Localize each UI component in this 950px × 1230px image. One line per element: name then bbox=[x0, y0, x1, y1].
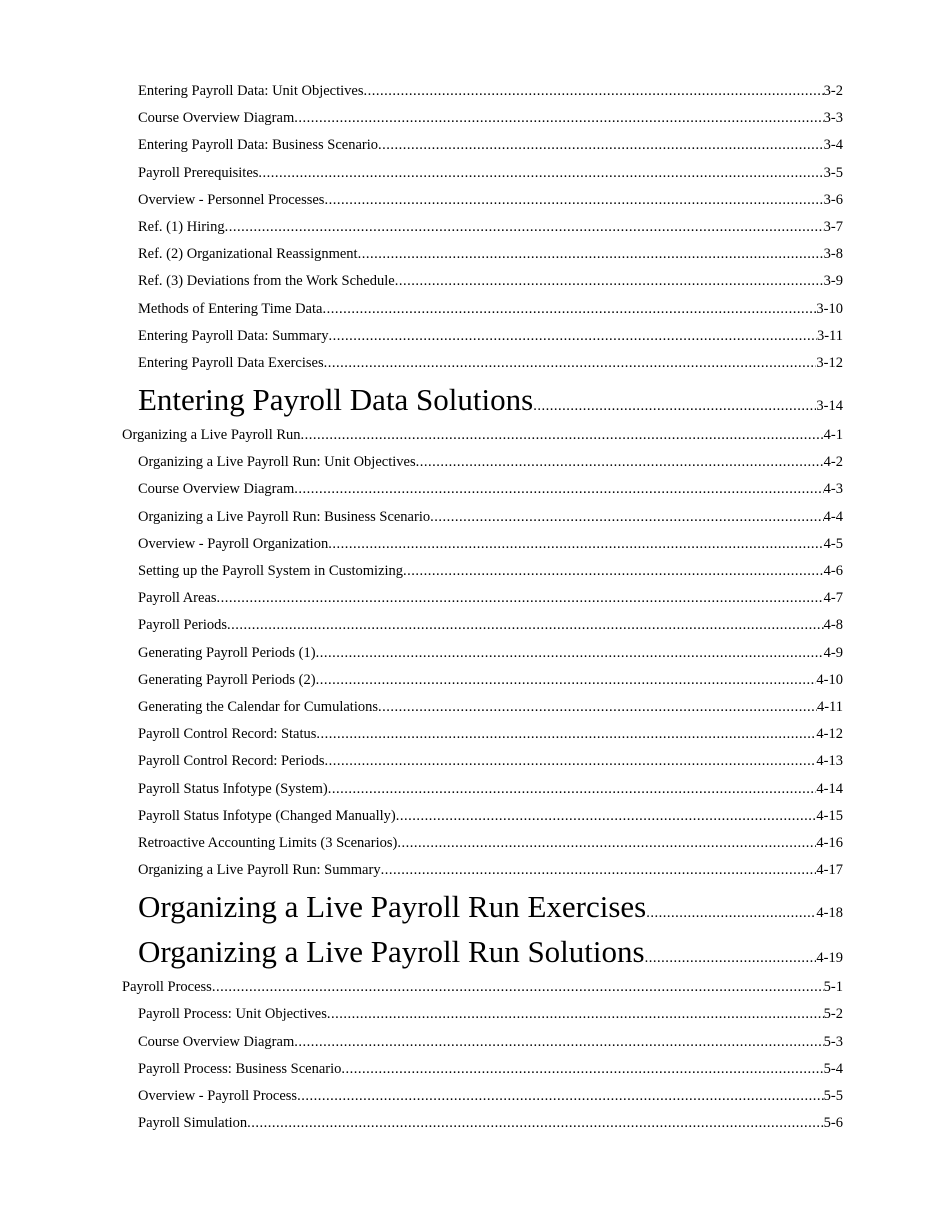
toc-entry[interactable] bbox=[0, 160, 950, 187]
toc-entry[interactable] bbox=[0, 531, 950, 558]
toc-entry-title: Organizing a Live Payroll Run: Summary bbox=[138, 862, 381, 879]
dot-leader bbox=[316, 640, 824, 667]
toc-entry-page-number: 5-1 bbox=[823, 979, 843, 996]
toc-entry-title: Methods of Entering Time Data bbox=[138, 300, 323, 317]
toc-entry[interactable] bbox=[0, 449, 950, 476]
toc-entry[interactable] bbox=[0, 377, 950, 422]
toc-entry-page-number: 4-2 bbox=[823, 454, 843, 471]
toc-entry-page-number: 3-14 bbox=[816, 398, 843, 415]
dot-leader bbox=[327, 1001, 824, 1028]
toc-entry[interactable] bbox=[0, 558, 950, 585]
toc-entry-title: Payroll Process bbox=[122, 979, 212, 996]
toc-entry-title: Entering Payroll Data: Summary bbox=[138, 327, 329, 344]
toc-entry[interactable] bbox=[0, 78, 950, 105]
dot-leader bbox=[258, 160, 823, 187]
toc-entry-title: Payroll Status Infotype (Changed Manually) bbox=[138, 807, 396, 824]
toc-entry-page-number: 5-6 bbox=[823, 1115, 843, 1132]
toc-entry[interactable] bbox=[0, 1056, 950, 1083]
dot-leader bbox=[225, 214, 824, 241]
toc-entry-title: Payroll Simulation bbox=[138, 1115, 248, 1132]
toc-entry-page-number: 5-3 bbox=[823, 1033, 843, 1050]
toc-entry-title: Organizing a Live Payroll Run: Unit Objectives bbox=[138, 454, 416, 471]
toc-entry-title: Overview - Payroll Process bbox=[138, 1088, 298, 1104]
toc-entry-title: Ref. (1) Hiring bbox=[138, 218, 225, 235]
dot-leader bbox=[294, 476, 823, 503]
toc-entry[interactable] bbox=[0, 1029, 950, 1056]
toc-entry-title: Ref. (3) Deviations from the Work Schedule bbox=[138, 273, 395, 290]
toc-entry[interactable] bbox=[0, 187, 950, 214]
dot-leader bbox=[247, 1110, 824, 1137]
toc-entry-title: Payroll Process: Unit Objectives bbox=[138, 1006, 327, 1023]
dot-leader bbox=[395, 268, 824, 295]
toc-entry-title: Generating Payroll Periods (2) bbox=[138, 671, 316, 688]
toc-entry-page-number: 3-3 bbox=[823, 110, 843, 127]
toc-entry-page-number: 3-5 bbox=[823, 164, 843, 181]
dot-leader bbox=[316, 721, 816, 748]
toc-entry[interactable] bbox=[0, 1110, 950, 1137]
toc-entry-title: Payroll Control Record: Periods bbox=[138, 753, 325, 770]
toc-entry[interactable] bbox=[0, 721, 950, 748]
dot-leader bbox=[416, 449, 824, 476]
dot-leader bbox=[324, 350, 817, 377]
toc-entry-title: Ref. (2) Organizational Reassignment bbox=[138, 246, 358, 263]
toc-entry-page-number: 3-2 bbox=[823, 83, 843, 99]
toc-entry-title: Entering Payroll Data: Business Scenario bbox=[138, 137, 379, 154]
dot-leader bbox=[227, 612, 824, 639]
dot-leader bbox=[397, 830, 816, 857]
toc-entry-page-number: 4-13 bbox=[816, 753, 843, 770]
dot-leader bbox=[358, 241, 824, 268]
dot-leader bbox=[294, 105, 823, 132]
dot-leader bbox=[328, 323, 816, 350]
toc-entry[interactable] bbox=[0, 585, 950, 612]
toc-entry[interactable] bbox=[0, 667, 950, 694]
toc-entry-title: Retroactive Accounting Limits (3 Scenarios) bbox=[138, 834, 398, 851]
toc-entry-page-number: 3-6 bbox=[823, 191, 843, 208]
toc-entry-page-number: 3-8 bbox=[823, 246, 843, 263]
toc-entry-title: Payroll Periods bbox=[138, 617, 228, 634]
toc-entry-page-number: 3-11 bbox=[816, 327, 843, 344]
toc-entry[interactable] bbox=[0, 268, 950, 295]
dot-leader bbox=[364, 78, 824, 105]
toc-entry-page-number: 4-7 bbox=[823, 590, 843, 607]
toc-entry[interactable] bbox=[0, 803, 950, 830]
toc-chapter-entry[interactable] bbox=[0, 422, 950, 449]
dot-leader bbox=[430, 504, 824, 531]
dot-leader bbox=[378, 694, 817, 721]
toc-entry[interactable] bbox=[0, 476, 950, 503]
toc-entry-title: Organizing a Live Payroll Run: Business Scenario bbox=[138, 508, 431, 525]
toc-entry[interactable] bbox=[0, 296, 950, 323]
toc-entry-page-number: 4-10 bbox=[816, 671, 843, 688]
toc-entry[interactable] bbox=[0, 323, 950, 350]
toc-entry[interactable] bbox=[0, 214, 950, 241]
dot-leader bbox=[322, 296, 816, 323]
toc-entry-page-number: 4-15 bbox=[816, 807, 843, 824]
toc-entry-title: Entering Payroll Data Solutions bbox=[138, 382, 534, 418]
toc-entry-title: Generating the Calendar for Cumulations bbox=[138, 698, 378, 715]
toc-entry-page-number: 3-7 bbox=[823, 218, 843, 235]
toc-entry-title: Overview - Personnel Processes bbox=[138, 191, 325, 208]
toc-entry[interactable] bbox=[0, 132, 950, 159]
toc-entry-page-number: 4-9 bbox=[823, 644, 843, 661]
toc-entry-title: Payroll Areas bbox=[138, 590, 217, 607]
toc-entry-title: Organizing a Live Payroll Run Solutions bbox=[138, 934, 645, 970]
toc-entry-page-number: 3-12 bbox=[816, 354, 843, 371]
toc-entry[interactable] bbox=[0, 694, 950, 721]
table-of-contents bbox=[0, 78, 950, 1137]
dot-leader bbox=[297, 1083, 824, 1110]
toc-entry-page-number: 4-19 bbox=[816, 950, 843, 967]
dot-leader bbox=[301, 422, 824, 449]
toc-entry[interactable] bbox=[0, 612, 950, 639]
toc-entry-page-number: 4-12 bbox=[816, 726, 843, 743]
toc-chapter-entry[interactable] bbox=[0, 974, 950, 1001]
dot-leader bbox=[646, 891, 816, 936]
toc-entry-title: Organizing a Live Payroll Run Exercises bbox=[138, 889, 647, 925]
toc-entry[interactable] bbox=[0, 884, 950, 929]
toc-entry-title: Payroll Control Record: Status bbox=[138, 726, 317, 743]
toc-entry-page-number: 3-9 bbox=[823, 273, 843, 290]
toc-entry-page-number: 4-18 bbox=[816, 905, 843, 922]
toc-entry[interactable] bbox=[0, 105, 950, 132]
toc-entry-title: Course Overview Diagram bbox=[138, 110, 295, 127]
toc-entry[interactable] bbox=[0, 748, 950, 775]
toc-entry-page-number: 3-10 bbox=[816, 300, 843, 317]
dot-leader bbox=[294, 1029, 823, 1056]
toc-entry-page-number: 4-14 bbox=[816, 780, 843, 797]
toc-entry-page-number: 4-8 bbox=[823, 617, 843, 634]
toc-entry[interactable] bbox=[0, 640, 950, 667]
toc-entry[interactable] bbox=[0, 504, 950, 531]
toc-entry-title: Payroll Prerequisites bbox=[138, 164, 259, 181]
toc-entry-page-number: 4-4 bbox=[823, 508, 843, 525]
toc-entry-title: Payroll Status Infotype (System) bbox=[138, 780, 328, 797]
dot-leader bbox=[324, 187, 823, 214]
dot-leader bbox=[381, 857, 817, 884]
toc-entry-page-number: 3-4 bbox=[823, 137, 843, 154]
toc-entry-title: Overview - Payroll Organization bbox=[138, 535, 329, 552]
dot-leader bbox=[396, 803, 817, 830]
toc-entry-page-number: 4-6 bbox=[823, 563, 843, 579]
toc-entry[interactable] bbox=[0, 857, 950, 884]
toc-entry[interactable] bbox=[0, 1083, 950, 1110]
toc-entry-page-number: 4-5 bbox=[823, 535, 843, 552]
toc-entry-title: Payroll Process: Business Scenario bbox=[138, 1060, 342, 1077]
dot-leader bbox=[328, 776, 817, 803]
toc-entry-title: Organizing a Live Payroll Run bbox=[122, 427, 301, 444]
toc-entry[interactable] bbox=[0, 929, 950, 974]
toc-entry[interactable] bbox=[0, 830, 950, 857]
toc-entry-page-number: 4-3 bbox=[823, 481, 843, 498]
dot-leader bbox=[403, 558, 824, 585]
dot-leader bbox=[341, 1056, 823, 1083]
toc-entry-title: Generating Payroll Periods (1) bbox=[138, 644, 316, 661]
toc-entry-title: Course Overview Diagram bbox=[138, 1033, 295, 1050]
toc-entry[interactable] bbox=[0, 350, 950, 377]
toc-entry-title: Entering Payroll Data Exercises bbox=[138, 354, 324, 371]
dot-leader bbox=[217, 585, 824, 612]
dot-leader bbox=[212, 974, 824, 1001]
toc-entry[interactable] bbox=[0, 776, 950, 803]
toc-entry[interactable] bbox=[0, 1001, 950, 1028]
toc-entry-page-number: 4-16 bbox=[816, 834, 843, 851]
toc-entry-page-number: 4-11 bbox=[816, 698, 843, 715]
toc-entry-page-number: 5-2 bbox=[823, 1006, 843, 1023]
dot-leader bbox=[378, 132, 824, 159]
toc-entry-title: Entering Payroll Data: Unit Objectives bbox=[138, 83, 364, 99]
toc-entry-page-number: 5-5 bbox=[823, 1088, 843, 1104]
toc-entry[interactable] bbox=[0, 241, 950, 268]
dot-leader bbox=[328, 531, 823, 558]
dot-leader bbox=[324, 748, 816, 775]
toc-entry-page-number: 5-4 bbox=[823, 1060, 843, 1077]
toc-entry-page-number: 4-17 bbox=[816, 862, 843, 879]
toc-entry-title: Course Overview Diagram bbox=[138, 481, 295, 498]
toc-entry-page-number: 4-1 bbox=[823, 427, 843, 444]
dot-leader bbox=[316, 667, 817, 694]
toc-entry-title: Setting up the Payroll System in Customizing bbox=[138, 563, 404, 579]
